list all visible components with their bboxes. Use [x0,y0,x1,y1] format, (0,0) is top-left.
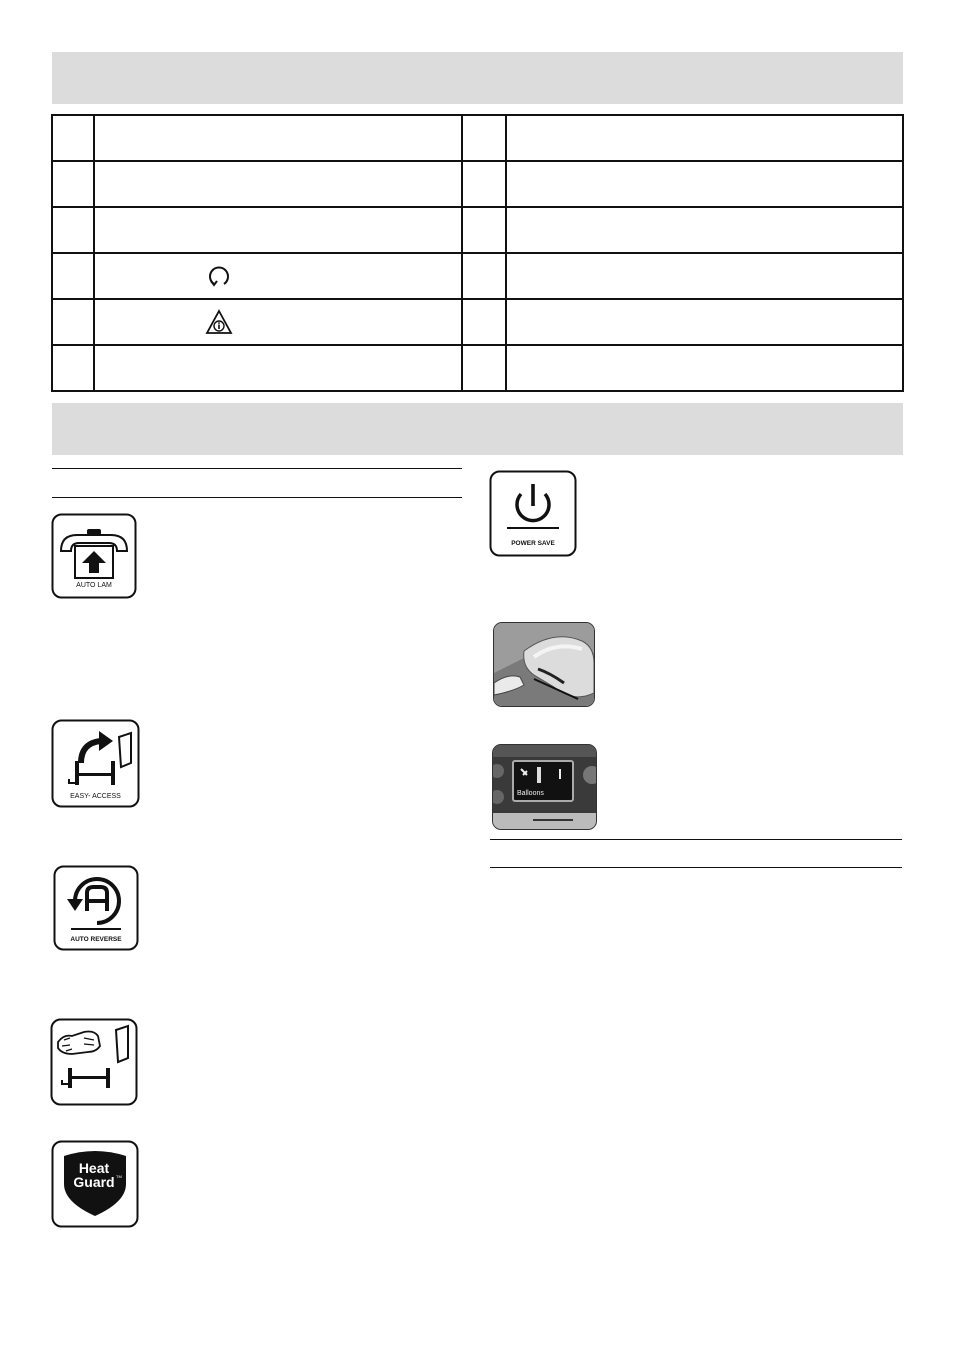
divider [490,839,902,840]
heat-guard-icon [51,1140,139,1228]
table-cell [506,253,903,299]
laminator-photo [493,622,595,707]
section-header-band-2 [52,403,903,455]
table-cell [462,207,505,253]
table-row [52,299,903,345]
heat-guard-label-1: Heat [78,1160,110,1176]
section-header-band-1 [52,52,903,104]
auto-lam-icon [51,513,137,599]
display-text: Balloons [517,790,544,797]
table-cell [462,345,505,391]
table-cell [462,253,505,299]
table-cell [52,299,94,345]
table-row [52,253,903,299]
power-save-label: POWER SAVE [511,540,555,547]
table-cell [462,299,505,345]
cleaning-icon [50,1018,138,1106]
divider [52,497,462,498]
table-cell [52,345,94,391]
heat-guard-label-2: Guard [73,1174,115,1190]
auto-reverse-icon [53,865,139,951]
divider [490,867,902,868]
table-cell [506,299,903,345]
table-row [52,207,903,253]
table-cell [462,115,505,161]
table-row [52,115,903,161]
table-cell [506,161,903,207]
table-cell [94,253,462,299]
table-cell [52,253,94,299]
table-cell [52,161,94,207]
info-triangle-icon [205,308,233,336]
table-cell [52,115,94,161]
table-row [52,161,903,207]
table-cell [506,207,903,253]
table-cell [94,207,462,253]
power-save-icon [489,470,577,557]
table-cell [506,345,903,391]
easy-access-label: EASY- ACCESS [70,793,121,800]
table-cell [94,161,462,207]
table-row [52,345,903,391]
auto-lam-label: AUTO LAM [76,582,112,589]
table-cell [506,115,903,161]
table-cell [94,299,462,345]
parts-table [51,114,904,392]
display-screen-photo [492,744,597,830]
table-cell [94,345,462,391]
table-cell [94,115,462,161]
easy-access-icon [51,719,140,808]
auto-reverse-label: AUTO REVERSE [70,936,122,943]
table-cell [462,161,505,207]
heat-guard-tm: TM [116,1174,122,1179]
table-cell [52,207,94,253]
reverse-arrow-icon [205,262,233,290]
divider [52,468,462,469]
